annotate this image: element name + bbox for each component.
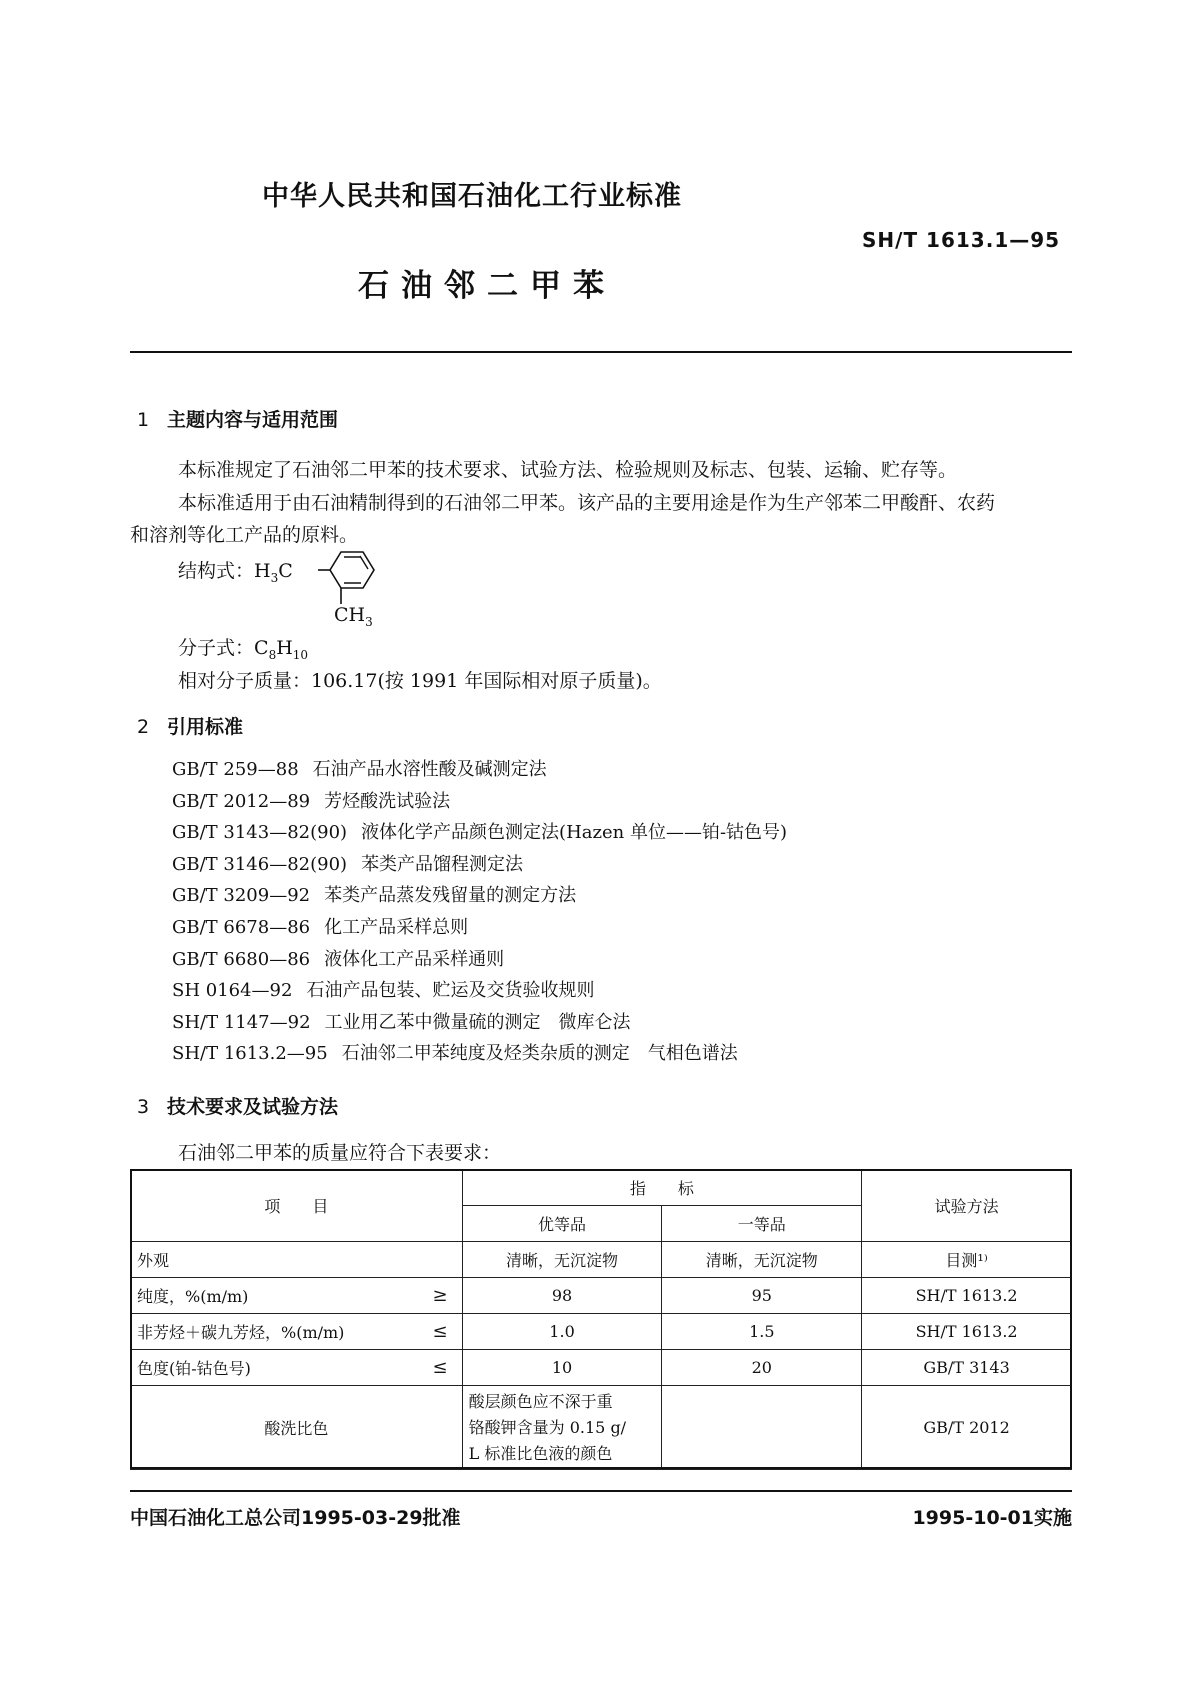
reference-item [172, 880, 787, 912]
row-method: GB/T 2012 [862, 1386, 1072, 1470]
section-1-number: 1 [137, 409, 150, 431]
structure-label [178, 556, 293, 585]
reference-name: 液体化学产品颜色测定法(Hazen 单位——铂-钴色号) [361, 822, 788, 844]
reference-name: 石油邻二甲苯纯度及烃类杂质的测定 气相色谱法 [341, 1043, 738, 1065]
standard-code: SH/T 1613.1—95 [862, 228, 1061, 252]
row-method: SH/T 1613.2 [862, 1278, 1072, 1314]
ch3-sub: 3 [365, 614, 373, 629]
row-grade-2: 清晰，无沉淀物 [662, 1242, 862, 1278]
table-row [131, 1350, 1072, 1386]
reference-name: 石油产品水溶性酸及碱测定法 [312, 759, 547, 780]
reference-code: GB/T 6678—86 [172, 916, 311, 938]
row-grade-1: 1.0 [462, 1314, 662, 1350]
header-rule [130, 351, 1072, 353]
reference-code: GB/T 259—88 [172, 759, 299, 780]
section-2-number: 2 [137, 716, 150, 738]
reference-item [172, 975, 787, 1007]
row-symbol: ≤ [412, 1314, 462, 1350]
row-grade-1: 清晰，无沉淀物 [462, 1242, 662, 1278]
section-3-heading [137, 1092, 338, 1119]
section-2-heading [137, 712, 243, 739]
reference-name: 工业用乙苯中微量硫的测定 微库仑法 [324, 1011, 631, 1033]
section-1-paragraph-2-line-1: 本标准适用于由石油精制得到的石油邻二甲苯。该产品的主要用途是作为生产邻苯二甲酸酐、农药 [178, 492, 996, 514]
reference-code: GB/T 3209—92 [172, 885, 311, 907]
footer-approval: 中国石油化工总公司1995-03-29批准 [130, 1507, 461, 1529]
reference-name: 芳烃酸洗试验法 [324, 790, 451, 812]
reference-name: 石油产品包装、贮运及交货验收规则 [306, 980, 595, 1002]
acid-grade-1-line-3: L 标准比色液的颜色 [468, 1443, 613, 1463]
row-grade-2: 20 [662, 1350, 862, 1386]
row-grade-2 [662, 1386, 862, 1470]
reference-name: 液体化工产品采样通则 [324, 948, 505, 970]
row-symbol: ≥ [412, 1278, 462, 1314]
table-row [131, 1386, 1072, 1470]
h3c-h: H [254, 560, 271, 582]
header-item: 项 目 [131, 1170, 463, 1242]
reference-item [172, 754, 787, 786]
h3c-c: C [278, 560, 293, 582]
row-method: 目测¹⁾ [862, 1242, 1072, 1278]
header-grade-1: 优等品 [462, 1206, 662, 1242]
document-title: 石油邻二甲苯 [358, 268, 616, 304]
reference-item [172, 944, 787, 976]
row-method: SH/T 1613.2 [862, 1314, 1072, 1350]
reference-item [172, 1007, 787, 1039]
reference-code: GB/T 6680—86 [172, 948, 311, 970]
acid-grade-1-line-2: 铬酸钾含量为 0.15 g/ [468, 1417, 627, 1437]
org-title: 中华人民共和国石油化工行业标准 [262, 181, 682, 212]
table-row [131, 1278, 1072, 1314]
row-grade-1: 98 [462, 1278, 662, 1314]
h3c-sub: 3 [270, 570, 279, 585]
row-item: 纯度，%(m/m) [131, 1278, 413, 1314]
section-3-number: 3 [137, 1096, 150, 1118]
header-index: 指 标 [462, 1170, 862, 1206]
reference-code: GB/T 3143—82(90) [172, 822, 348, 844]
row-symbol: ≤ [412, 1350, 462, 1386]
molecular-c-sub: 8 [268, 647, 277, 662]
row-item: 酸洗比色 [131, 1386, 463, 1470]
reference-code: SH/T 1147—92 [172, 1011, 311, 1033]
footer-rule [130, 1490, 1072, 1492]
section-3-title: 技术要求及试验方法 [167, 1096, 339, 1118]
reference-item [172, 1038, 787, 1070]
section-1-title: 主题内容与适用范围 [167, 409, 339, 431]
row-grade-1 [462, 1386, 662, 1470]
molecular-mass: 相对分子质量：106.17(按 1991 年国际相对原子质量)。 [178, 670, 662, 692]
acid-grade-1-line-1: 酸层颜色应不深于重 [468, 1391, 613, 1411]
header-method: 试验方法 [862, 1170, 1072, 1242]
reference-name: 苯类产品馏程测定法 [361, 853, 524, 875]
reference-list [172, 754, 787, 1070]
row-method: GB/T 3143 [862, 1350, 1072, 1386]
section-1-paragraph-1: 本标准规定了石油邻二甲苯的技术要求、试验方法、检验规则及标志、包装、运输、贮存等。 [178, 459, 958, 481]
molecular-c: C [254, 637, 269, 659]
table-row [131, 1242, 1072, 1278]
structure-label-text: 结构式： [178, 560, 255, 582]
footer-implementation: 1995-10-01实施 [912, 1507, 1072, 1529]
benzene-ring-diagram [318, 542, 388, 607]
reference-item [172, 912, 787, 944]
molecular-h: H [276, 637, 293, 659]
quality-spec-table [130, 1169, 1072, 1470]
row-item: 外观 [131, 1242, 413, 1278]
row-item: 非芳烃＋碳九芳烃，%(m/m) [131, 1314, 413, 1350]
ch3-ch: CH [334, 604, 366, 626]
row-grade-2: 1.5 [662, 1314, 862, 1350]
reference-code: SH 0164—92 [172, 980, 293, 1002]
molecular-formula [178, 633, 308, 662]
reference-code: SH/T 1613.2—95 [172, 1043, 328, 1065]
section-3-intro: 石油邻二甲苯的质量应符合下表要求： [178, 1142, 502, 1164]
reference-name: 化工产品采样总则 [324, 916, 469, 938]
header-grade-2: 一等品 [662, 1206, 862, 1242]
reference-item [172, 786, 787, 818]
reference-name: 苯类产品蒸发残留量的测定方法 [324, 885, 577, 907]
molecular-label: 分子式： [178, 637, 255, 659]
table-row [131, 1314, 1072, 1350]
section-1-paragraph-2-line-2: 和溶剂等化工产品的原料。 [130, 524, 359, 546]
row-grade-1: 10 [462, 1350, 662, 1386]
reference-code: GB/T 2012—89 [172, 790, 311, 812]
row-item: 色度(铂-钴色号) [131, 1350, 413, 1386]
row-symbol [412, 1242, 462, 1278]
ch3-group [334, 604, 373, 629]
section-2-title: 引用标准 [167, 716, 244, 738]
section-1-heading [137, 405, 338, 432]
row-grade-2: 95 [662, 1278, 862, 1314]
reference-item [172, 817, 787, 849]
h3c-group [254, 560, 293, 585]
molecular-h-sub: 10 [292, 647, 309, 662]
reference-item [172, 849, 787, 881]
reference-code: GB/T 3146—82(90) [172, 853, 348, 875]
